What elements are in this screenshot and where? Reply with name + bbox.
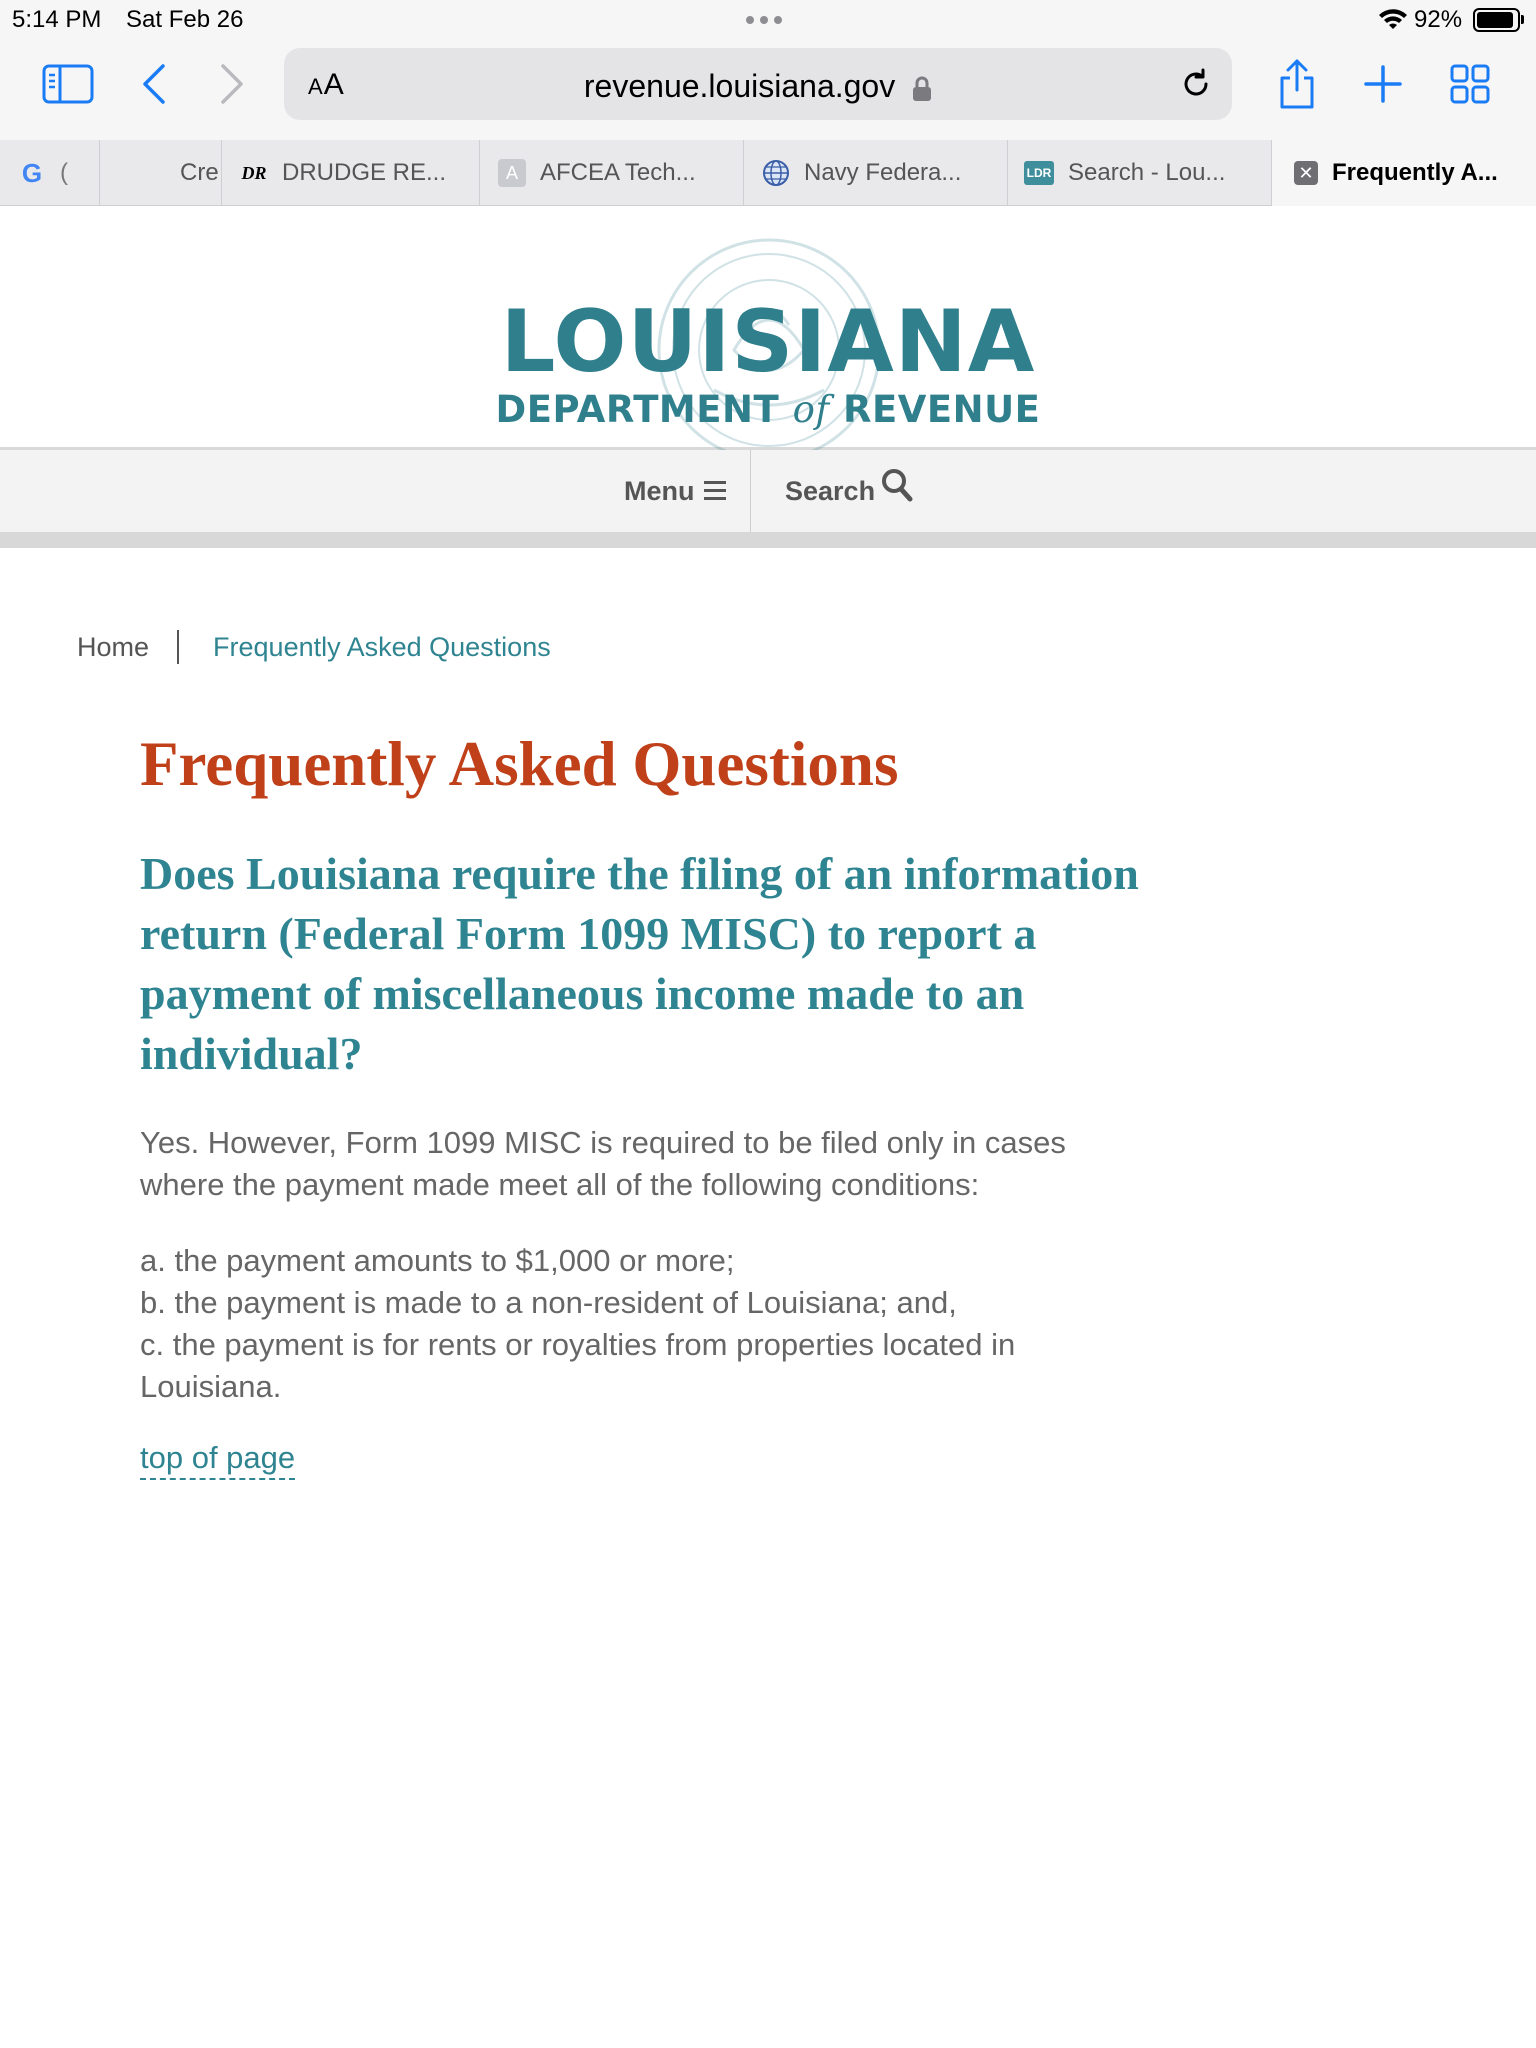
- faq-answer: Yes. However, Form 1099 MISC is required to be filed only in cases where the payment made meet all of the following conditions:: [140, 1125, 1066, 1202]
- nav-divider: [750, 450, 751, 532]
- conditions-list: [140, 1240, 1140, 1408]
- search-icon: [881, 468, 913, 502]
- sidebar-icon[interactable]: [40, 62, 96, 106]
- status-bar: [0, 0, 1536, 40]
- ldr-icon: LDR: [1024, 161, 1054, 185]
- share-icon[interactable]: [1276, 58, 1318, 110]
- tab-label: Cre: [180, 159, 219, 186]
- address-bar[interactable]: [284, 48, 1232, 120]
- site-header: [0, 206, 1536, 450]
- status-time: 5:14 PM: [12, 6, 102, 33]
- back-icon[interactable]: [136, 62, 172, 106]
- condition-item: b. the payment is made to a non-resident of Louisiana; and,: [140, 1285, 957, 1320]
- menu-label: Menu: [624, 475, 695, 506]
- forward-icon[interactable]: [214, 62, 250, 106]
- breadcrumb-separator: [177, 630, 179, 664]
- afcea-icon: A: [498, 159, 526, 187]
- logo-subtitle: DEPARTMENT of REVENUE: [495, 388, 1041, 431]
- tab-google[interactable]: G (: [0, 140, 100, 206]
- wifi-icon: [1378, 8, 1408, 32]
- tab-drudge[interactable]: [222, 140, 480, 206]
- url-text: revenue.louisiana.gov: [583, 68, 896, 104]
- battery-percent: 92%: [1414, 6, 1463, 33]
- drudge-icon: DR: [241, 162, 267, 183]
- tab-label: DRUDGE RE...: [282, 159, 447, 186]
- condition-item: a. the payment amounts to $1,000 or more;: [140, 1243, 735, 1278]
- tab-label: AFCEA Tech...: [540, 159, 696, 186]
- tab-navy-federal[interactable]: [744, 140, 1008, 206]
- hamburger-icon: [703, 478, 727, 504]
- google-icon: G: [21, 157, 43, 188]
- text-size-button[interactable]: AA: [308, 68, 345, 101]
- plus-icon[interactable]: [1362, 62, 1404, 106]
- menu-button[interactable]: [624, 450, 727, 532]
- reload-icon[interactable]: [1178, 66, 1214, 102]
- tab-strip: [0, 140, 1536, 206]
- breadcrumb-current[interactable]: Frequently Asked Questions: [213, 631, 551, 662]
- tab-label: Navy Federa...: [804, 159, 962, 186]
- browser-toolbar: [0, 40, 1536, 140]
- faq-question: Does Louisiana require the filing of an information return (Federal Form 1099 MISC) to report a payment of miscellaneous income made to an individual?: [140, 848, 1139, 1079]
- battery-tip: [1521, 15, 1524, 24]
- multitasking-dots-icon[interactable]: [746, 16, 782, 24]
- tab-cre[interactable]: [100, 140, 222, 206]
- tab-frequently-asked[interactable]: [1272, 140, 1536, 206]
- condition-item: c. the payment is for rents or royalties from properties located in Louisiana.: [140, 1327, 1016, 1404]
- globe-icon: [762, 159, 790, 187]
- page-title: Frequently Asked Questions: [140, 729, 899, 799]
- tab-label: Frequently A...: [1332, 159, 1498, 186]
- tab-search-lou[interactable]: [1008, 140, 1272, 206]
- tab-label: Search - Lou...: [1068, 159, 1226, 186]
- nav-bottom-bar: [0, 532, 1536, 548]
- url-field[interactable]: [284, 68, 1232, 105]
- lock-icon: [912, 76, 932, 102]
- breadcrumb-home[interactable]: Home: [77, 631, 150, 662]
- close-icon[interactable]: ✕: [1294, 161, 1318, 185]
- battery-icon: [1473, 8, 1520, 32]
- tab-overview-icon[interactable]: [1448, 62, 1492, 106]
- search-button[interactable]: [785, 450, 913, 532]
- status-date: Sat Feb 26: [126, 6, 244, 33]
- breadcrumb: [77, 630, 551, 664]
- search-label: Search: [785, 475, 876, 506]
- site-nav: [0, 450, 1536, 532]
- logo-title[interactable]: LOUISIANA: [500, 292, 1036, 392]
- top-of-page-link[interactable]: top of page: [140, 1440, 295, 1480]
- tab-afcea[interactable]: [480, 140, 744, 206]
